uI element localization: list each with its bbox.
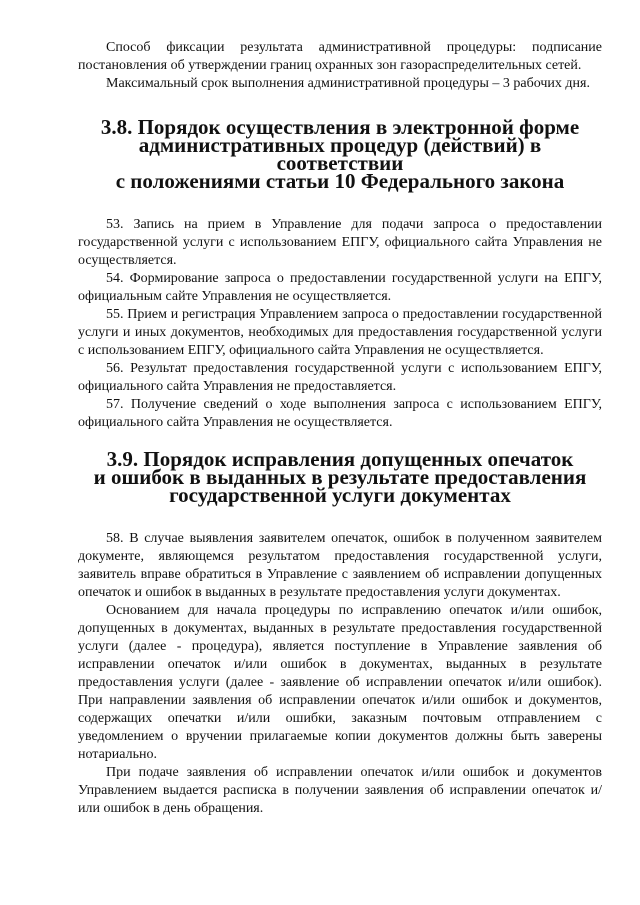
paragraph-53: 53. Запись на прием в Управление для подачи запроса о предоставлении государственной услуги с использованием ЕПГУ, официального сайта Управления не осуществляется.: [78, 217, 602, 268]
section-3-9-heading: [78, 447, 602, 507]
paragraph-57: 57. Получение сведений о ходе выполнения запроса с использованием ЕПГУ, официального сайта Управления не осуществляется.: [78, 397, 602, 430]
heading-line: 3.8. Порядок осуществления в электронной форме: [100, 115, 580, 139]
paragraph-fixation-method: Способ фиксации результата административной процедуры: подписание постановления об утверждении границ охранных зон газораспределительных сетей.: [78, 40, 602, 73]
paragraph-54: 54. Формирование запроса о предоставлении государственной услуги на ЕПГУ, официальным сайте Управления не осуществляется.: [78, 271, 602, 304]
heading-line: с положениями статьи 10 Федерального закона: [115, 169, 565, 193]
section-3-8-heading: [78, 115, 602, 193]
heading-line: административных процедур (действий) в соответствии: [138, 133, 542, 175]
paragraph-max-term: Максимальный срок выполнения административной процедуры – 3 рабочих дня.: [106, 76, 590, 91]
heading-line: и ошибок в выданных в результате предоставления: [93, 465, 587, 489]
paragraph-56: 56. Результат предоставления государственной услуги с использованием ЕПГУ, официального сайта Управления не предоставляется.: [78, 361, 602, 394]
heading-line: государственной услуги документах: [169, 483, 511, 507]
document-body: [78, 39, 602, 818]
heading-line: 3.9. Порядок исправления допущенных опечаток: [106, 447, 574, 471]
paragraph-receipt: При подаче заявления об исправлении опечаток и/или ошибок и документов Управлением выдается расписка в получении заявления об исправлении опечаток и/или ошибок в день обращения.: [78, 765, 602, 816]
paragraph-58: 58. В случае выявления заявителем опечаток, ошибок в полученном заявителем документе, являющемся результатом предоставления государственной услуги, заявитель вправе обратиться в Управление с заявлением об исправлении допущенных опечаток и ошибок в выданных в результате предоставления услуги документах.: [78, 531, 602, 600]
paragraph-55: 55. Прием и регистрация Управлением запроса о предоставлении государственной услуги и иных документов, необходимых для предоставления государственной услуги с использованием ЕПГУ, официального сайта Управления не осуществляется.: [78, 307, 602, 358]
paragraph-procedure-basis: Основанием для начала процедуры по исправлению опечаток и/или ошибок, допущенных в документах, выданных в результате предоставления государственной услуги (далее - процедура), является поступление в Управление заявления об исправлении опечаток и/или ошибок в документах, выданных в результате предоставления услуги (далее - заявление об исправлении опечаток и/или ошибок). При направлении заявления об исправлении опечаток и/или ошибок и документов, содержащих опечатки и/или ошибки, заказным почтовым отправлением с уведомлением о вручении прилагаемые копии документов должны быть заверены нотариально.: [78, 603, 602, 762]
